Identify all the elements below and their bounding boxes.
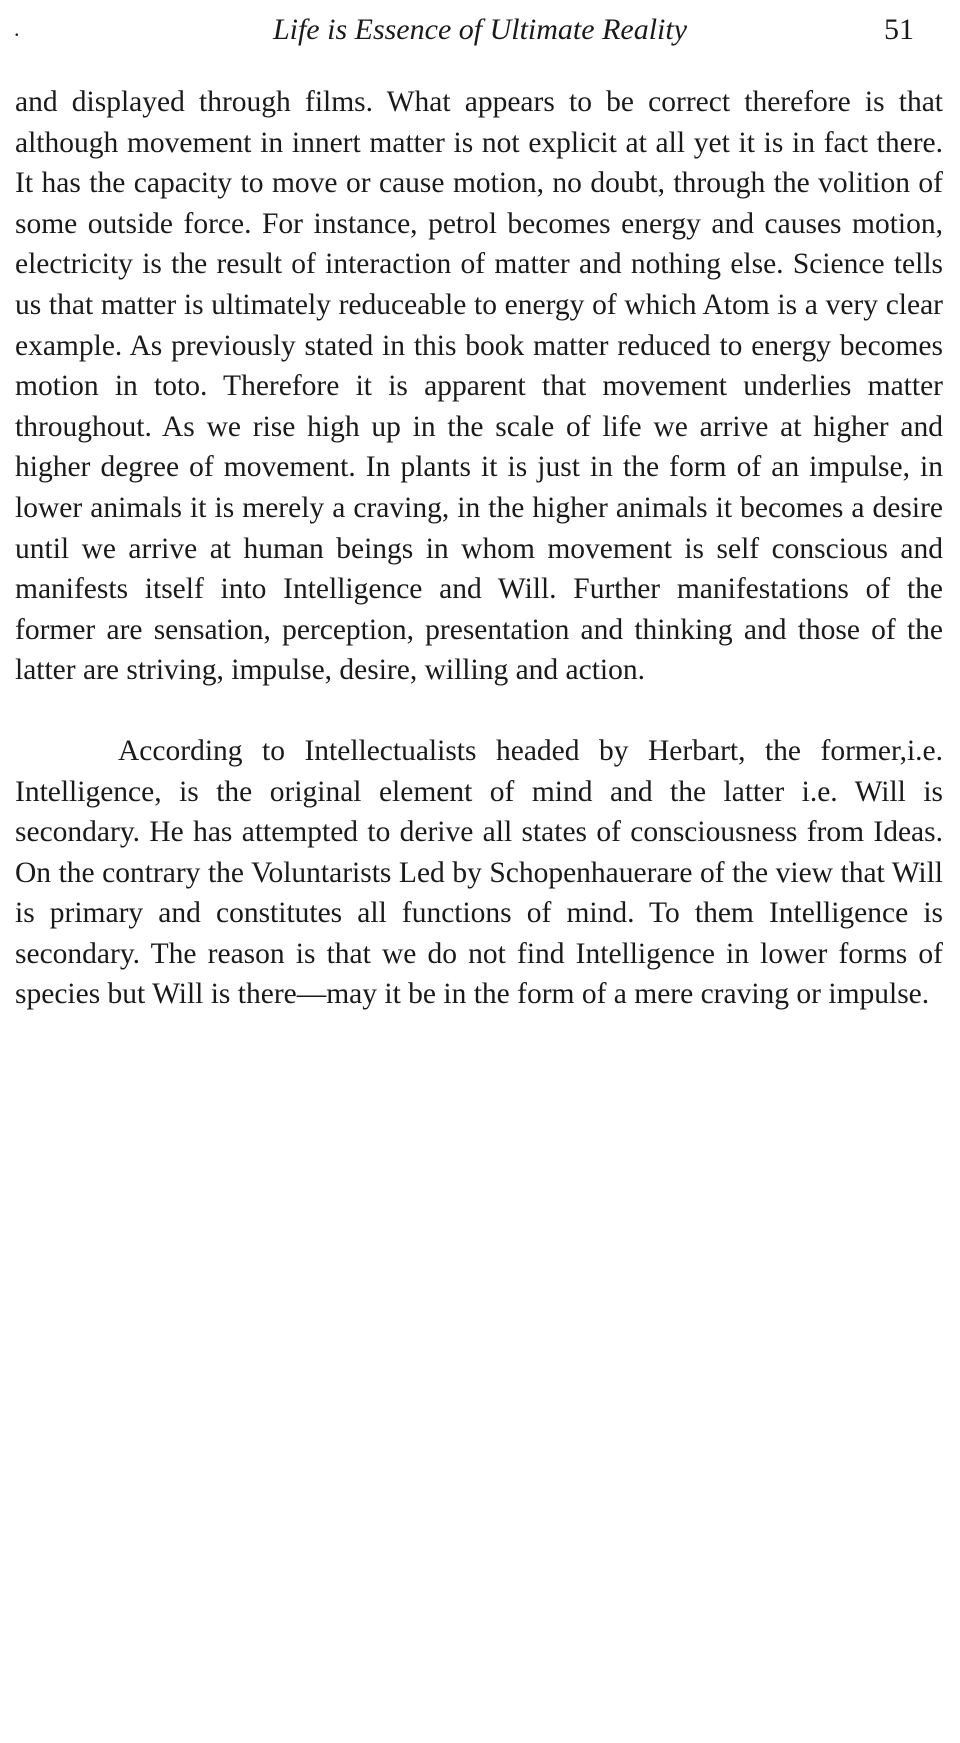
paragraph-intellectualists: According to Intellectualists headed by Herbart, the former,i.e. Intelligence, is the original element of mind and the latter i.e. Will is secondary. He has attempted to derive all states of consciousness from Ideas. On the contrary the Voluntarists Led by Schopenhauerare of the view that Will is primary and constitutes all functions of mind. To them Intelligence is secondary. The reason is that we do not find Intelligence in lower forms of species but Will is there—may it be in the form of a mere craving or impulse. <box>15 734 943 1011</box>
page-number: 51 <box>884 13 914 46</box>
body-text <box>15 82 943 1015</box>
running-header <box>0 10 960 50</box>
header-marker: . <box>14 16 20 41</box>
paragraph-continuation: and displayed through films. What appears to be correct therefore is that although movement in innert matter is not explicit at all yet it is in fact there. It has the capacity to move or cause motion, no doubt, through the volition of some outside force. For instance, petrol becomes energy and causes motion, electricity is the result of interaction of matter and nothing else. Science tells us that matter is ultimately reduceable to energy of which Atom is a very clear example. As previously stated in this book matter reduced to energy becomes motion in toto. Therefore it is apparent that movement underlies matter throughout. As we rise high up in the scale of life we arrive at higher and higher degree of movement. In plants it is just in the form of an impulse, in lower animals it is merely a craving, in the higher animals it becomes a desire until we arrive at human beings in whom movement is self conscious and manifests itself into Intelligence and Will. Further manifestations of the former are sensation, perception, presentation and thinking and those of the latter are striving, impulse, desire, willing and action. <box>15 86 943 687</box>
running-title: Life is Essence of Ultimate Reality <box>272 13 688 46</box>
